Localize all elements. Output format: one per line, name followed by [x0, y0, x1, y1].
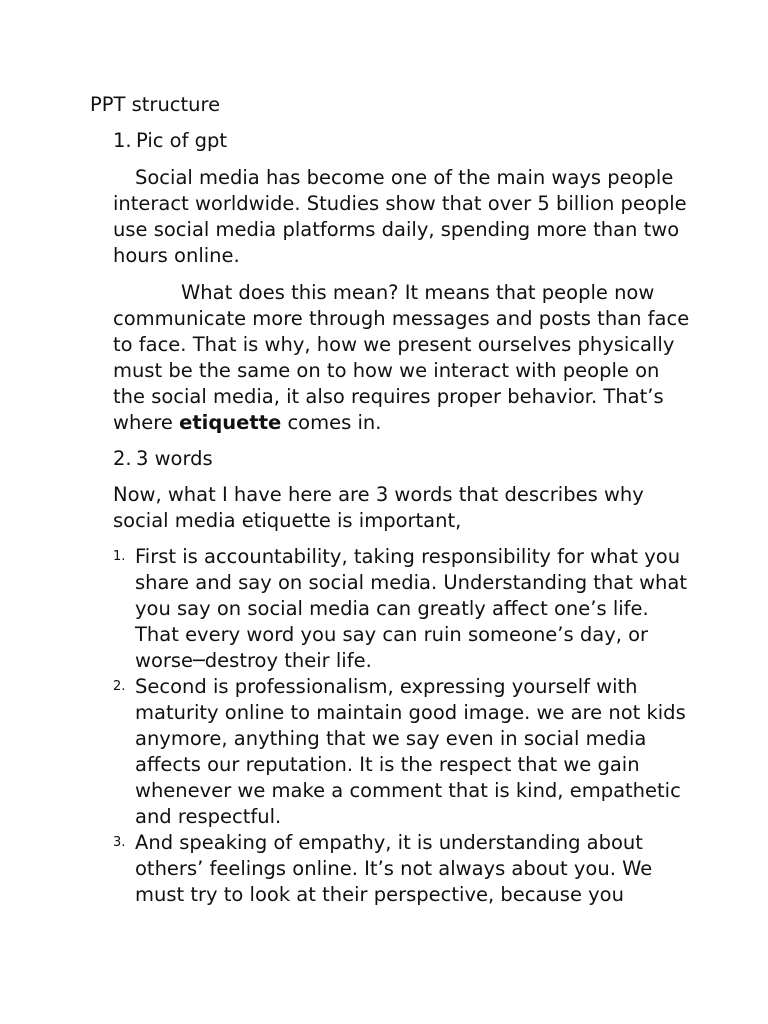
- list-item-text: First is accountability, taking responsibility for what you share and say on social media. Understanding that what you say on social media can greatly affect one’s life. That every word you say can ruin someone’s day, or worse─destroy their life.: [135, 545, 687, 672]
- words-intro-paragraph: Now, what I have here are 3 words that describes why social media etiquette is important,: [113, 483, 644, 532]
- list-item: [113, 544, 693, 674]
- list-item: [113, 830, 693, 908]
- meaning-paragraph: [113, 280, 693, 436]
- list-item-marker: 2.: [113, 679, 126, 694]
- three-words-list: [113, 544, 693, 908]
- outline-item-2: [113, 446, 213, 472]
- list-item-marker: 1.: [113, 549, 126, 564]
- outline-item-2-label: 3 words: [136, 447, 213, 470]
- outline-item-1-number: 1.: [113, 129, 132, 152]
- etiquette-emphasis: etiquette: [179, 411, 282, 434]
- meaning-paragraph-end: comes in.: [281, 411, 382, 434]
- list-item-text: Second is professionalism, expressing yourself with maturity online to maintain good image. we are not kids anymore, anything that we say even in social media affects our reputation. It is the respect that we gain whenever we make a comment that is kind, empathetic and respectful.: [135, 675, 686, 828]
- meaning-paragraph-text: What does this mean? It means that people now communicate more through messages and posts than face to face. That is why, how we present ourselves physically must be the same on to how we interact with people on the social media, it also requires proper behavior. That’s where: [113, 281, 690, 434]
- page-heading: PPT structure: [90, 93, 221, 116]
- list-item: [113, 674, 693, 830]
- outline-item-1: [113, 128, 227, 154]
- intro-paragraph: Social media has become one of the main ways people interact worldwide. Studies show that over 5 billion people use social media platforms daily, spending more than two hours online.: [113, 166, 687, 267]
- list-item-marker: 3.: [113, 835, 126, 850]
- outline-item-1-label: Pic of gpt: [136, 129, 228, 152]
- outline-item-2-number: 2.: [113, 447, 132, 470]
- list-item-text: And speaking of empathy, it is understanding about others’ feelings online. It’s not always about you. We must try to look at their perspective, because you: [135, 831, 653, 906]
